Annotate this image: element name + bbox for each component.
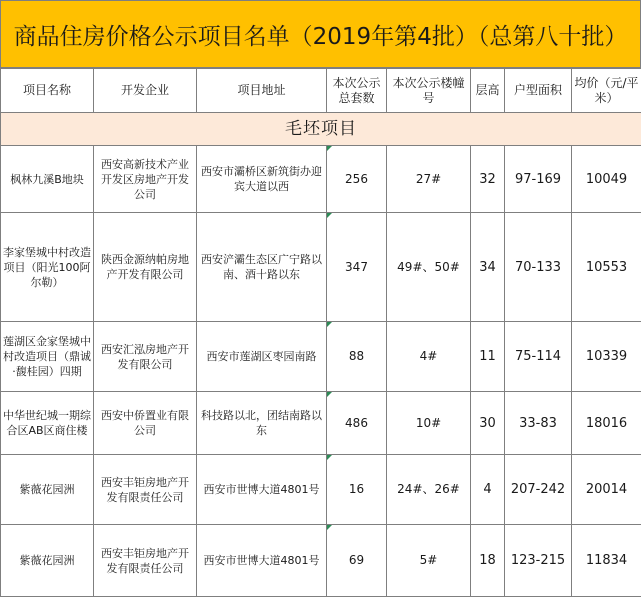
cell-units: 16 <box>327 455 387 525</box>
table-row <box>1 322 641 392</box>
cell-buildings: 4# <box>387 322 471 392</box>
section-row <box>1 113 641 146</box>
cell-name: 中华世纪城一期综合区AB区商住楼 <box>1 392 94 455</box>
cell-price: 11834 <box>572 525 641 597</box>
table-row <box>1 455 641 525</box>
header-area: 户型面积 <box>505 69 572 113</box>
table-row <box>1 392 641 455</box>
table-row <box>1 525 641 597</box>
price-table <box>0 68 641 597</box>
cell-units: 347 <box>327 213 387 322</box>
header-units: 本次公示总套数 <box>327 69 387 113</box>
header-floors: 层高 <box>471 69 505 113</box>
table-row <box>1 146 641 213</box>
cell-floors: 18 <box>471 525 505 597</box>
header-price: 均价（元/平米） <box>572 69 641 113</box>
cell-floors: 30 <box>471 392 505 455</box>
cell-address: 西安市莲湖区枣园南路 <box>197 322 327 392</box>
cell-area: 97-169 <box>505 146 572 213</box>
cell-price: 10049 <box>572 146 641 213</box>
cell-area: 33-83 <box>505 392 572 455</box>
cell-buildings: 24#、26# <box>387 455 471 525</box>
cell-address: 西安市世博大道4801号 <box>197 525 327 597</box>
cell-developer: 西安丰钜房地产开发有限责任公司 <box>94 455 197 525</box>
header-buildings: 本次公示楼幢号 <box>387 69 471 113</box>
cell-area: 207-242 <box>505 455 572 525</box>
cell-developer: 西安汇泓房地产开发有限公司 <box>94 322 197 392</box>
header-row <box>1 69 641 113</box>
cell-buildings: 5# <box>387 525 471 597</box>
cell-address: 西安市灞桥区新筑街办迎宾大道以西 <box>197 146 327 213</box>
cell-developer: 陕西金源纳帕房地产开发有限公司 <box>94 213 197 322</box>
cell-units: 256 <box>327 146 387 213</box>
cell-address: 科技路以北，团结南路以东 <box>197 392 327 455</box>
cell-name: 李家堡城中村改造项目（阳光100阿尔勒） <box>1 213 94 322</box>
table-row <box>1 213 641 322</box>
sheet-title: 商品住房价格公示项目名单（2019年第4批）（总第八十批） <box>0 0 641 68</box>
cell-price: 10339 <box>572 322 641 392</box>
cell-floors: 11 <box>471 322 505 392</box>
header-address: 项目地址 <box>197 69 327 113</box>
cell-floors: 32 <box>471 146 505 213</box>
header-name: 项目名称 <box>1 69 94 113</box>
cell-developer: 西安丰钜房地产开发有限责任公司 <box>94 525 197 597</box>
cell-area: 70-133 <box>505 213 572 322</box>
cell-buildings: 10# <box>387 392 471 455</box>
cell-area: 123-215 <box>505 525 572 597</box>
cell-price: 20014 <box>572 455 641 525</box>
cell-units: 69 <box>327 525 387 597</box>
cell-price: 18016 <box>572 392 641 455</box>
cell-buildings: 27# <box>387 146 471 213</box>
cell-name: 莲湖区金家堡城中村改造项目（鼎诚·馥桂园）四期 <box>1 322 94 392</box>
cell-area: 75-114 <box>505 322 572 392</box>
section-label: 毛坯项目 <box>1 113 641 146</box>
cell-name: 紫薇花园洲 <box>1 525 94 597</box>
cell-developer: 西安中侨置业有限公司 <box>94 392 197 455</box>
cell-floors: 34 <box>471 213 505 322</box>
header-developer: 开发企业 <box>94 69 197 113</box>
cell-developer: 西安高新技术产业开发区房地产开发公司 <box>94 146 197 213</box>
cell-buildings: 49#、50# <box>387 213 471 322</box>
cell-units: 486 <box>327 392 387 455</box>
cell-units: 88 <box>327 322 387 392</box>
cell-price: 10553 <box>572 213 641 322</box>
cell-address: 西安浐灞生态区广宁路以南、酒十路以东 <box>197 213 327 322</box>
cell-name: 紫薇花园洲 <box>1 455 94 525</box>
cell-floors: 4 <box>471 455 505 525</box>
cell-name: 枫林九溪B地块 <box>1 146 94 213</box>
cell-address: 西安市世博大道4801号 <box>197 455 327 525</box>
